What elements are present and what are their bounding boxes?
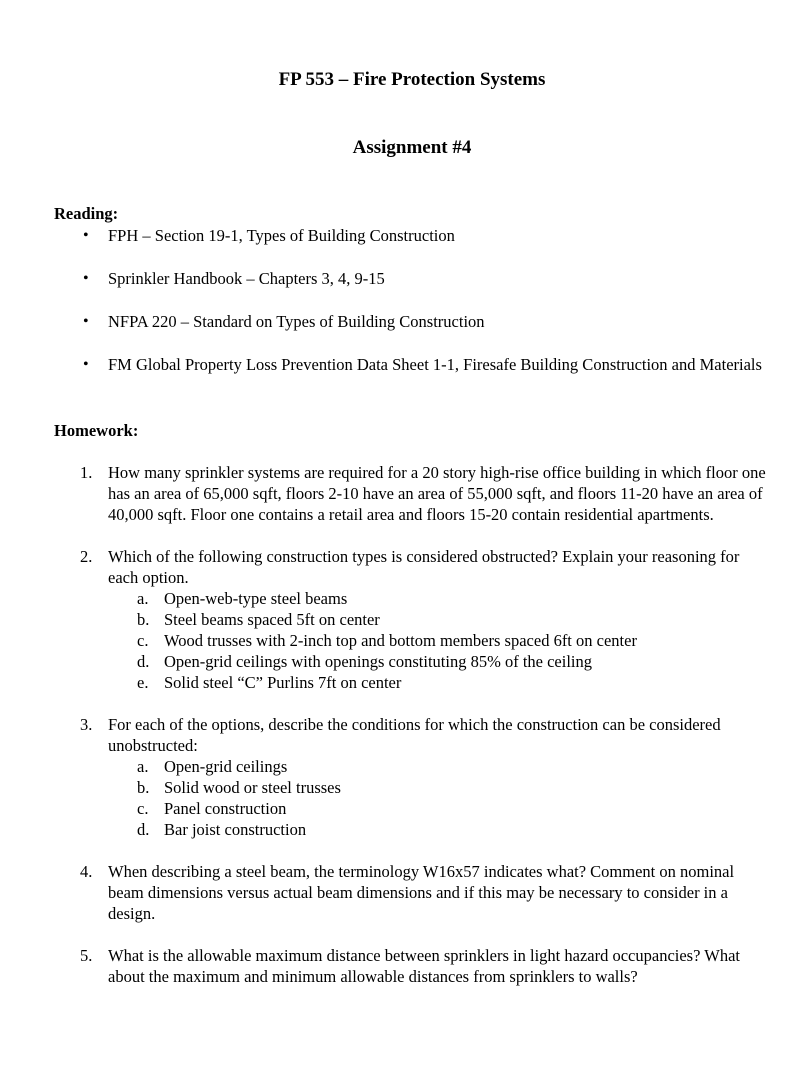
question-text: How many sprinkler systems are required for a 20 story high-rise office building in which floor one has an area of 65,000 sqft, floors 2-10 have an area of 55,000 sqft, and floors 11-20 have an area of 40,000 sqft. Floor one contains a retail area and floors 15-20 contain residential apartments. [108,463,766,524]
reading-item-text: FM Global Property Loss Prevention Data Sheet 1-1, Firesafe Building Construction and Materials [108,355,762,374]
option-letter: d. [137,652,150,671]
homework-question [0,861,773,924]
option-list [108,588,773,693]
assignment-title: Assignment #4 [352,137,472,158]
option-letter: d. [137,820,150,839]
homework-question [0,546,773,693]
option-letter: e. [137,673,149,692]
question-text: Which of the following construction types is considered obstructed? Explain your reasoning for each option. [108,547,740,587]
question-number: 1. [80,463,93,482]
homework-heading: Homework: [54,421,139,440]
option-letter: c. [137,631,149,650]
option-item [108,798,773,819]
option-text: Steel beams spaced 5ft on center [164,610,380,629]
option-text: Panel construction [164,799,287,818]
option-list [108,756,773,840]
option-letter: b. [137,610,150,629]
option-letter: b. [137,778,150,797]
homework-question [0,714,773,840]
option-item [108,588,773,609]
bullet-icon: • [83,356,89,373]
reading-item-text: NFPA 220 – Standard on Types of Building Construction [108,312,485,331]
homework-question [0,462,773,525]
option-item [108,777,773,798]
reading-heading: Reading: [54,204,119,223]
option-item [108,609,773,630]
question-text: For each of the options, describe the conditions for which the construction can be considered unobstructed: [108,715,721,755]
option-item [108,819,773,840]
option-text: Open-grid ceilings with openings constituting 85% of the ceiling [164,652,593,671]
option-letter: c. [137,799,149,818]
question-number: 4. [80,862,93,881]
homework-list [0,462,796,1008]
question-text: What is the allowable maximum distance between sprinklers in light hazard occupancies? What about the maximum and minimum allowable distances from sprinklers to walls? [108,946,740,986]
reading-item-text: Sprinkler Handbook – Chapters 3, 4, 9-15 [108,269,385,288]
reading-item [0,268,768,289]
reading-list [0,225,796,397]
option-text: Open-grid ceilings [164,757,288,776]
bullet-icon: • [83,227,89,244]
option-text: Solid steel “C” Purlins 7ft on center [164,673,402,692]
course-title: FP 553 – Fire Protection Systems [278,69,546,90]
option-item [108,651,773,672]
bullet-icon: • [83,270,89,287]
option-text: Wood trusses with 2-inch top and bottom members spaced 6ft on center [164,631,637,650]
question-text: When describing a steel beam, the terminology W16x57 indicates what? Comment on nominal beam dimensions versus actual beam dimensions and if this may be necessary to consider in a design. [108,862,735,923]
option-text: Solid wood or steel trusses [164,778,341,797]
reading-item [0,354,768,375]
option-item [108,630,773,651]
question-number: 5. [80,946,93,965]
option-item [108,756,773,777]
option-text: Open-web-type steel beams [164,589,348,608]
option-item [108,672,773,693]
option-text: Bar joist construction [164,820,307,839]
question-number: 3. [80,715,93,734]
option-letter: a. [137,589,149,608]
homework-question [0,945,773,987]
reading-item [0,225,768,246]
option-letter: a. [137,757,149,776]
reading-item [0,311,768,332]
question-number: 2. [80,547,93,566]
reading-item-text: FPH – Section 19-1, Types of Building Construction [108,226,455,245]
bullet-icon: • [83,313,89,330]
